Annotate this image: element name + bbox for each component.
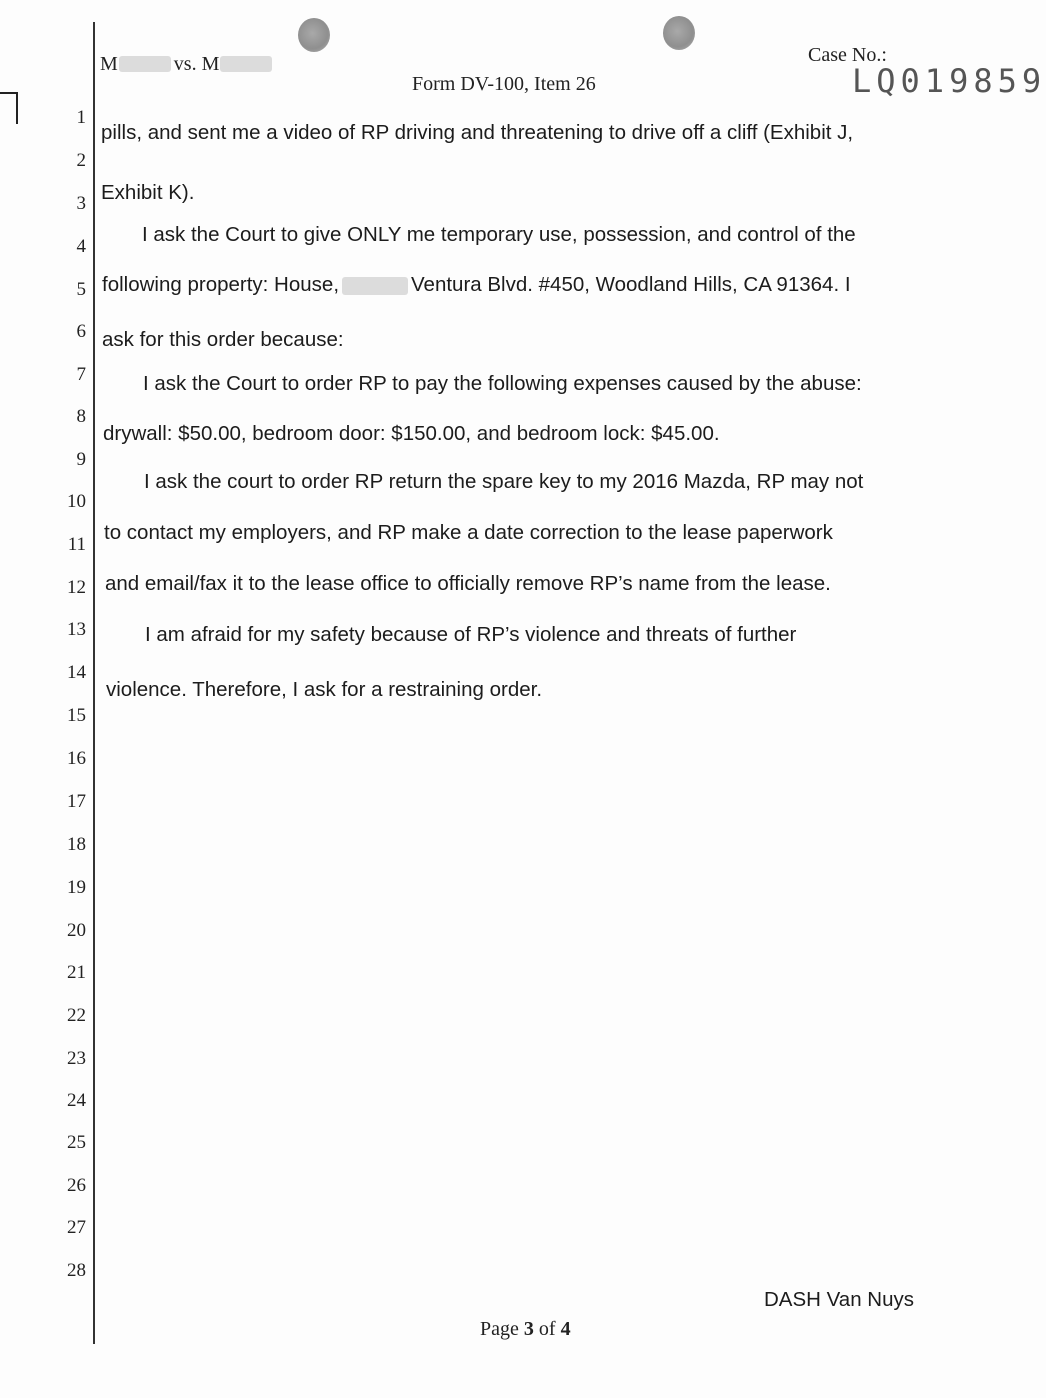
line-number: 5 xyxy=(76,279,86,300)
line-number: 7 xyxy=(76,364,86,385)
page-total: 4 xyxy=(560,1318,571,1340)
line-number: 28 xyxy=(67,1260,86,1281)
office-label: DASH Van Nuys xyxy=(764,1288,915,1311)
line-number: 13 xyxy=(67,619,86,640)
page-prefix: Page xyxy=(480,1318,519,1340)
body-line: I am afraid for my safety because of RP’s violence and threats of further xyxy=(145,623,797,646)
body-line: I ask the Court to order RP to pay the following expenses caused by the abuse: xyxy=(143,372,862,395)
line-number: 2 xyxy=(76,150,86,171)
line-number: 11 xyxy=(67,534,86,555)
page-of: of xyxy=(538,1318,556,1340)
party-right: vs. M xyxy=(173,52,220,75)
body-line: violence. Therefore, I ask for a restraining order. xyxy=(106,678,543,701)
body-line: and email/fax it to the lease office to officially remove RP’s name from the lease. xyxy=(105,572,831,595)
punch-hole xyxy=(298,18,330,52)
scan-corner-mark xyxy=(16,92,18,124)
line-number: 10 xyxy=(67,491,86,512)
line-number: 24 xyxy=(67,1090,86,1111)
case-parties xyxy=(100,52,272,76)
line-number: 27 xyxy=(67,1217,86,1238)
case-number-label: Case No.: xyxy=(808,44,887,66)
line-numbers xyxy=(40,0,86,1398)
line-number: 6 xyxy=(76,321,86,342)
body-line: to contact my employers, and RP make a date correction to the lease paperwork xyxy=(104,521,833,544)
page-number xyxy=(480,1318,571,1341)
body-line: ask for this order because: xyxy=(102,328,344,351)
line-number: 16 xyxy=(67,748,86,769)
line-number: 23 xyxy=(67,1048,86,1069)
line-number: 15 xyxy=(67,705,86,726)
body-text: following property: House, xyxy=(102,273,340,296)
body-line xyxy=(102,273,851,297)
punch-hole xyxy=(663,16,695,50)
line-number: 22 xyxy=(67,1005,86,1026)
line-number: 12 xyxy=(67,577,86,598)
party-left: M xyxy=(100,52,118,75)
body-line: drywall: $50.00, bedroom door: $150.00, and bedroom lock: $45.00. xyxy=(103,422,720,445)
line-number: 3 xyxy=(76,193,86,214)
line-number: 1 xyxy=(76,107,86,128)
line-number: 18 xyxy=(67,834,86,855)
case-number-stamp: LQ019859 xyxy=(852,62,1046,100)
body-line: I ask the court to order RP return the spare key to my 2016 Mazda, RP may not xyxy=(144,470,864,493)
form-reference: Form DV-100, Item 26 xyxy=(412,73,596,95)
body-line: pills, and sent me a video of RP driving and threatening to drive off a cliff (Exhibit J, xyxy=(101,121,854,144)
line-number: 20 xyxy=(67,920,86,941)
line-number: 25 xyxy=(67,1132,86,1153)
margin-rule xyxy=(93,22,95,1344)
body-line: Exhibit K). xyxy=(101,181,195,204)
line-number: 4 xyxy=(76,236,86,257)
redacted-address xyxy=(342,277,408,295)
line-number: 17 xyxy=(67,791,86,812)
body-line: I ask the Court to give ONLY me temporary use, possession, and control of the xyxy=(142,223,856,246)
line-number: 21 xyxy=(67,962,86,983)
redacted-name xyxy=(119,56,171,72)
line-number: 8 xyxy=(76,406,86,427)
redacted-name xyxy=(220,56,272,72)
line-number: 9 xyxy=(76,449,86,470)
body-text: Ventura Blvd. #450, Woodland Hills, CA 91364. I xyxy=(411,273,851,296)
line-number: 26 xyxy=(67,1175,86,1196)
page-current: 3 xyxy=(523,1318,534,1340)
line-number: 14 xyxy=(67,662,86,683)
line-number: 19 xyxy=(67,877,86,898)
